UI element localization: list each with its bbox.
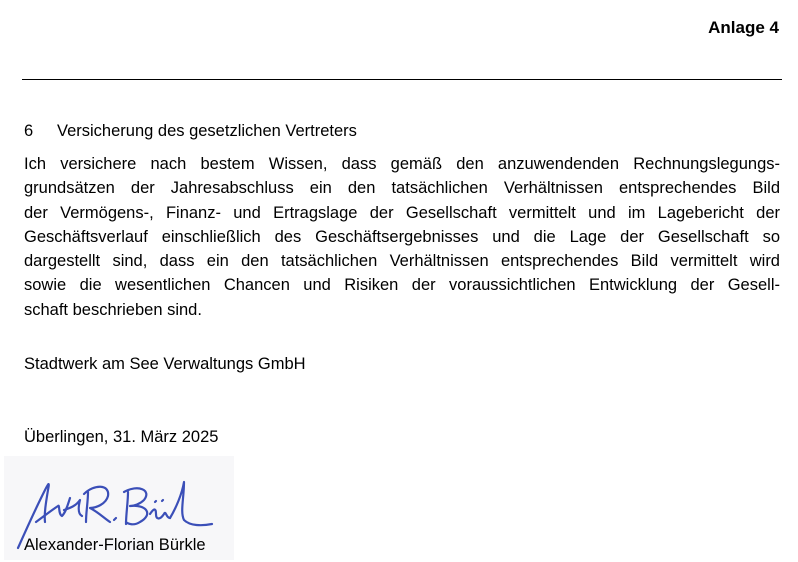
section-title: Versicherung des gesetzlichen Vertreters xyxy=(57,122,357,140)
signer-name: Alexander-Florian Bürkle xyxy=(24,536,206,554)
company-name: Stadtwerk am See Verwaltungs GmbH xyxy=(24,355,306,373)
paragraph-line: der Vermögens-, Finanz- und Ertragslage der Gesellschaft vermittelt und im Lagebericht der xyxy=(24,203,780,222)
paragraph-line: grundsätzen der Jahresabschluss ein den tatsächlichen Verhältnissen entsprechendes Bild xyxy=(24,179,780,198)
paragraph-line: dargestellt sind, dass ein den tatsächlichen Verhältnissen entsprechendes Bild vermittelt wird xyxy=(24,252,780,271)
paragraph-line: sowie die wesentlichen Chancen und Risiken der voraussichtlichen Entwicklung der Gesell- xyxy=(24,276,780,295)
section-heading xyxy=(24,120,357,142)
paragraph-line: schaft beschrieben sind. xyxy=(24,300,202,319)
place-and-date: Überlingen, 31. März 2025 xyxy=(24,428,219,446)
paragraph-line: Ich versichere nach bestem Wissen, dass gemäß den anzuwendenden Rechnungslegungs- xyxy=(24,155,780,173)
declaration-paragraph xyxy=(24,152,780,322)
header-divider xyxy=(22,79,782,80)
page-label: Anlage 4 xyxy=(708,18,779,37)
paragraph-line: Geschäftsverlauf einschließlich des Geschäftsergebnisses und die Lage der Gesellschaft so xyxy=(24,227,780,246)
section-number: 6 xyxy=(24,122,34,140)
